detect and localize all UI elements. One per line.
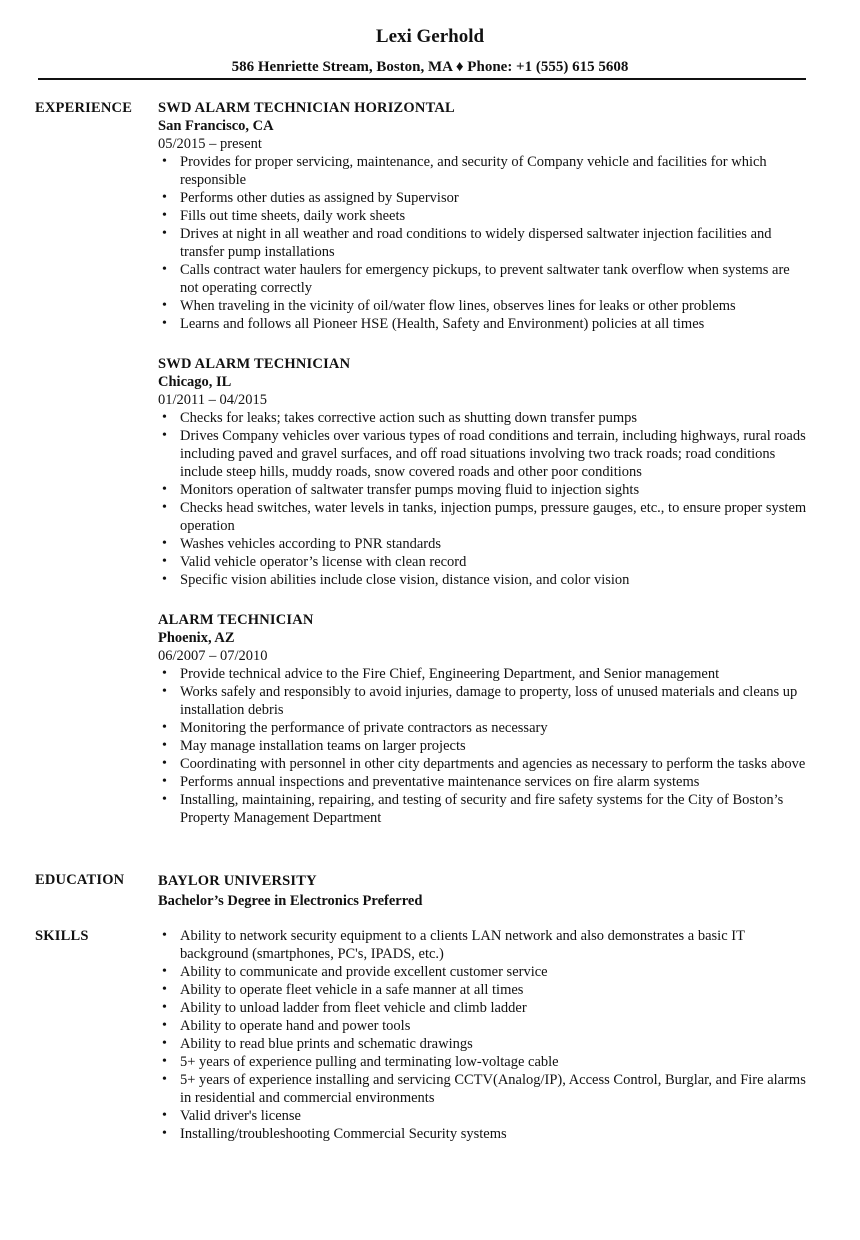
job-location: Chicago, IL: [158, 374, 232, 390]
bullet-text: Works safely and responsibly to avoid injuries, damage to property, loss of unused materials and cleans up installation debris: [180, 684, 798, 718]
education-body: [158, 871, 808, 911]
bullet-item: [158, 481, 808, 499]
job-location: Phoenix, AZ: [158, 630, 235, 646]
bullet-item: [158, 261, 808, 297]
header-divider: [38, 78, 806, 80]
job-title: SWD ALARM TECHNICIAN HORIZONTAL: [158, 100, 455, 116]
skill-item: [158, 1071, 808, 1107]
skill-text: Ability to communicate and provide excellent customer service: [180, 964, 548, 980]
bullet-item: [158, 553, 808, 571]
bullet-icon: •: [162, 482, 167, 497]
school-name: BAYLOR UNIVERSITY: [158, 873, 317, 889]
bullet-icon: •: [162, 428, 167, 443]
skill-item: [158, 1035, 808, 1053]
bullet-icon: •: [162, 982, 167, 997]
skill-text: Ability to network security equipment to a clients LAN network and also demonstrates a basic IT background (smartphones, PC's, IPADS, etc.): [180, 928, 745, 962]
bullet-icon: •: [162, 738, 167, 753]
job-title: SWD ALARM TECHNICIAN: [158, 356, 351, 372]
bullet-item: [158, 683, 808, 719]
skill-item: [158, 999, 808, 1017]
bullet-icon: •: [162, 666, 167, 681]
bullet-item: [158, 571, 808, 589]
bullet-icon: •: [162, 262, 167, 277]
section-label-skills: SKILLS: [35, 928, 89, 944]
bullet-text: Learns and follows all Pioneer HSE (Health, Safety and Environment) policies at all times: [180, 316, 705, 332]
skill-item: [158, 963, 808, 981]
bullet-text: Checks head switches, water levels in tanks, injection pumps, pressure gauges, etc., to ensure proper system operation: [180, 500, 807, 534]
bullet-icon: •: [162, 928, 167, 943]
bullet-text: Checks for leaks; takes corrective action such as shutting down transfer pumps: [180, 410, 638, 426]
bullet-item: [158, 207, 808, 225]
bullet-icon: •: [162, 572, 167, 587]
bullet-icon: •: [162, 536, 167, 551]
bullet-item: [158, 499, 808, 535]
degree-name: Bachelor’s Degree in Electronics Preferred: [158, 893, 423, 909]
bullet-icon: •: [162, 1108, 167, 1123]
bullet-icon: •: [162, 298, 167, 313]
bullet-icon: •: [162, 792, 167, 807]
bullet-icon: •: [162, 208, 167, 223]
bullet-text: Valid vehicle operator’s license with clean record: [180, 554, 467, 570]
skills-body: [158, 927, 808, 1143]
bullet-item: [158, 755, 808, 773]
bullet-item: [158, 719, 808, 737]
bullet-icon: •: [162, 154, 167, 169]
bullet-text: Performs other duties as assigned by Supervisor: [180, 190, 459, 206]
bullet-text: Fills out time sheets, daily work sheets: [180, 208, 406, 224]
bullet-icon: •: [162, 554, 167, 569]
job-bullets: [158, 409, 808, 589]
bullet-item: [158, 225, 808, 261]
bullet-text: Calls contract water haulers for emergency pickups, to prevent saltwater tank overflow when systems are not operating correctly: [180, 262, 790, 296]
job-title: ALARM TECHNICIAN: [158, 612, 314, 628]
bullet-item: [158, 535, 808, 553]
bullet-item: [158, 297, 808, 315]
skill-item: [158, 927, 808, 963]
bullet-icon: •: [162, 316, 167, 331]
skill-item: [158, 1125, 808, 1143]
skill-text: Valid driver's license: [180, 1108, 301, 1124]
skill-item: [158, 1017, 808, 1035]
bullet-icon: •: [162, 1054, 167, 1069]
bullet-icon: •: [162, 1126, 167, 1141]
bullet-icon: •: [162, 756, 167, 771]
job-dates: 01/2011 – 04/2015: [158, 392, 268, 408]
bullet-text: Performs annual inspections and preventative maintenance services on fire alarm systems: [180, 774, 700, 790]
bullet-text: Monitors operation of saltwater transfer pumps moving fluid to injection sights: [180, 482, 640, 498]
job-location: San Francisco, CA: [158, 118, 274, 134]
job-bullets: [158, 665, 808, 827]
bullet-icon: •: [162, 190, 167, 205]
skill-text: Ability to operate fleet vehicle in a safe manner at all times: [180, 982, 524, 998]
job-dates: 05/2015 – present: [158, 136, 262, 152]
skill-text: Installing/troubleshooting Commercial Security systems: [180, 1126, 507, 1142]
skill-item: [158, 1053, 808, 1071]
bullet-icon: •: [162, 1072, 167, 1087]
skill-text: Ability to unload ladder from fleet vehicle and climb ladder: [180, 1000, 527, 1016]
bullet-text: Specific vision abilities include close vision, distance vision, and color vision: [180, 572, 630, 588]
section-label-experience: EXPERIENCE: [35, 100, 133, 116]
bullet-item: [158, 773, 808, 791]
bullet-text: When traveling in the vicinity of oil/water flow lines, observes lines for leaks or other problems: [180, 298, 736, 314]
bullet-icon: •: [162, 1000, 167, 1015]
experience-body: [158, 99, 808, 849]
bullet-icon: •: [162, 720, 167, 735]
bullet-text: Washes vehicles according to PNR standards: [180, 536, 441, 552]
bullet-item: [158, 409, 808, 427]
job-bullets: [158, 153, 808, 333]
skill-item: [158, 1107, 808, 1125]
skill-text: 5+ years of experience pulling and terminating low-voltage cable: [180, 1054, 559, 1070]
bullet-icon: •: [162, 964, 167, 979]
section-label-education: EDUCATION: [35, 872, 125, 888]
bullet-item: [158, 315, 808, 333]
bullet-icon: •: [162, 684, 167, 699]
bullet-icon: •: [162, 410, 167, 425]
bullet-item: [158, 189, 808, 207]
bullet-icon: •: [162, 774, 167, 789]
job-entry: [158, 355, 808, 589]
bullet-text: Installing, maintaining, repairing, and testing of security and fire safety systems for the City of Boston’s Property Management Department: [180, 792, 784, 826]
skill-text: Ability to read blue prints and schematic drawings: [180, 1036, 473, 1052]
job-entry: [158, 611, 808, 827]
candidate-name: Lexi Gerhold: [375, 26, 485, 47]
skills-list: [158, 927, 808, 1143]
skill-text: Ability to operate hand and power tools: [180, 1018, 411, 1034]
bullet-text: Drives Company vehicles over various types of road conditions and terrain, including highways, rural roads including paved and gravel surfaces, and off road situations involving two track roads; road conditions include steep hills, muddy roads, snow covered roads and other poor conditions: [180, 428, 806, 480]
bullet-icon: •: [162, 1018, 167, 1033]
bullet-item: [158, 427, 808, 481]
bullet-icon: •: [162, 226, 167, 241]
bullet-text: May manage installation teams on larger projects: [180, 738, 466, 754]
bullet-text: Drives at night in all weather and road conditions to widely dispersed saltwater injection facilities and transfer pump installations: [180, 226, 772, 260]
bullet-item: [158, 737, 808, 755]
bullet-item: [158, 791, 808, 827]
bullet-item: [158, 665, 808, 683]
skill-text: 5+ years of experience installing and servicing CCTV(Analog/IP), Access Control, Burglar, and Fire alarms in residential and commercial environments: [180, 1072, 806, 1106]
bullet-text: Provides for proper servicing, maintenance, and security of Company vehicle and facilities for which responsible: [180, 154, 767, 188]
bullet-icon: •: [162, 500, 167, 515]
contact-line: 586 Henriette Stream, Boston, MA ♦ Phone: +1 (555) 615 5608: [231, 59, 629, 75]
bullet-text: Monitoring the performance of private contractors as necessary: [180, 720, 548, 736]
bullet-item: [158, 153, 808, 189]
job-entry: [158, 99, 808, 333]
bullet-icon: •: [162, 1036, 167, 1051]
job-dates: 06/2007 – 07/2010: [158, 648, 268, 664]
bullet-text: Coordinating with personnel in other city departments and agencies as necessary to perform the tasks above: [180, 756, 806, 772]
bullet-text: Provide technical advice to the Fire Chief, Engineering Department, and Senior management: [180, 666, 720, 682]
skill-item: [158, 981, 808, 999]
